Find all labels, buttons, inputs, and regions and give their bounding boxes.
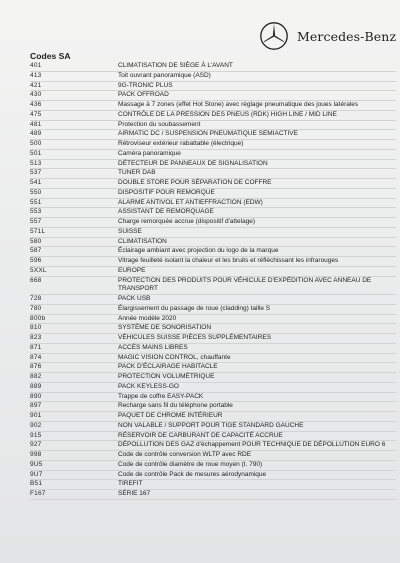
table-row xyxy=(30,189,396,199)
table-row xyxy=(30,228,396,238)
table-row xyxy=(30,160,396,170)
option-code: 596 xyxy=(30,257,42,264)
table-row xyxy=(30,121,396,131)
section-title: Codes SA xyxy=(30,51,71,61)
option-description: Recharge sans fil du téléphone portable xyxy=(118,402,233,410)
option-code: 874 xyxy=(30,353,42,361)
table-row xyxy=(30,257,396,267)
table-row xyxy=(30,169,396,179)
table-row xyxy=(30,471,396,481)
table-row xyxy=(30,295,396,305)
table-row xyxy=(30,344,396,354)
option-description: MAGIC VISION CONTROL, chauffante xyxy=(118,353,231,361)
table-row xyxy=(30,267,396,277)
table-row xyxy=(30,82,396,92)
table-row xyxy=(30,441,396,451)
option-description: CLIMATISATION DE SIÈGE À L'AVANT xyxy=(118,62,233,69)
option-code: 780 xyxy=(30,304,42,312)
option-code: 876 xyxy=(30,363,42,371)
option-code: 871 xyxy=(30,343,42,351)
option-code: 550 xyxy=(30,188,42,196)
option-description: SÉRIE 167 xyxy=(118,490,151,497)
table-row xyxy=(30,451,396,461)
option-code: 541 xyxy=(30,179,42,186)
option-code: 537 xyxy=(30,169,42,177)
option-code: 823 xyxy=(30,334,42,341)
brand-logo xyxy=(259,21,396,51)
option-description: PACK D'ÉCLAIRAGE HABITACLE xyxy=(118,363,218,371)
option-description: VÉHICULES SUISSE PIÈCES SUPPLÉMENTAIRES xyxy=(118,334,272,341)
table-row xyxy=(30,72,396,82)
option-description: CONTRÔLE DE LA PRESSION DES PNEUS (RDK) HIGH LINE / MID LINE xyxy=(118,110,337,118)
option-description: RÉSERVOIR DE CARBURANT DE CAPACITÉ ACCRUE xyxy=(118,431,283,439)
option-description: Code de contrôle diamètre de roue moyen (t. 790) xyxy=(118,460,263,468)
option-code: 902 xyxy=(30,421,42,429)
option-code: 9U5 xyxy=(30,460,43,468)
option-code: 998 xyxy=(30,451,42,458)
option-code: 901 xyxy=(30,412,42,419)
option-description: EUROPE xyxy=(118,266,146,274)
option-code: 810 xyxy=(30,324,42,332)
table-row xyxy=(30,363,396,373)
option-code: 557 xyxy=(30,218,42,225)
option-description: Vitrage feuilleté isolant la chaleur et les bruits et réfléchissant les infrarouges xyxy=(118,257,339,264)
option-description: PAQUET DE CHROME INTÉRIEUR xyxy=(118,412,223,419)
option-description: Année modèle 2020 xyxy=(118,314,177,322)
option-description: TUNER DAB xyxy=(118,169,156,177)
option-description: Caméra panoramique xyxy=(118,149,181,157)
table-row xyxy=(30,91,396,101)
option-code: 571L xyxy=(30,227,46,235)
table-row xyxy=(30,208,396,218)
option-code: 421 xyxy=(30,81,42,89)
option-code: 897 xyxy=(30,402,42,410)
table-row xyxy=(30,334,396,344)
option-description: ACCÈS MAINS LIBRES xyxy=(118,343,188,351)
option-description: Trappe de coffre EASY-PACK xyxy=(118,392,204,400)
option-description: 9G-TRONIC PLUS xyxy=(118,81,173,89)
option-code: 9U7 xyxy=(30,470,43,478)
table-row xyxy=(30,130,396,140)
option-description: NON VALABLE / SUPPORT POUR TIGE STANDARD GAUCHE xyxy=(118,421,304,429)
table-row xyxy=(30,480,396,490)
option-code: 890 xyxy=(30,392,42,400)
option-code: 882 xyxy=(30,373,42,380)
option-code: 501 xyxy=(30,149,42,157)
option-description: AIRMATIC DC / SUSPENSION PNEUMATIQUE SEMIACTIVE xyxy=(118,130,298,138)
option-description: PACK OFFROAD xyxy=(118,91,169,99)
table-row xyxy=(30,111,396,121)
option-description: DOUBLE STORE POUR SÉPARATION DE COFFRE xyxy=(118,179,272,186)
table-row xyxy=(30,402,396,412)
mercedes-star-icon xyxy=(259,21,289,51)
table-row xyxy=(30,422,396,432)
option-code: F167 xyxy=(30,490,46,497)
option-description: SUISSE xyxy=(118,227,142,235)
option-code: 413 xyxy=(30,71,42,79)
table-row xyxy=(30,62,396,72)
option-code: 889 xyxy=(30,382,42,390)
option-description: Protection du soubassement xyxy=(118,120,201,128)
table-row xyxy=(30,277,396,296)
option-description: DÉTECTEUR DE PANNEAUX DE SIGNALISATION xyxy=(118,159,268,167)
table-row xyxy=(30,179,396,189)
option-description: Élargissement du passage de roue (cladding) taille S xyxy=(118,304,271,312)
option-description: DÉPOLLUTION DES GAZ d'échappement POUR TECHNIQUE DE DÉPOLLUTION EURO 6 xyxy=(118,441,386,449)
option-description: PACK KEYLESS-GO xyxy=(118,382,179,390)
option-description: PACK USB xyxy=(118,295,151,302)
option-code: 489 xyxy=(30,130,42,138)
option-code: 401 xyxy=(30,62,42,69)
option-description: PROTECTION VOLUMÉTRIQUE xyxy=(118,373,215,380)
option-code: 580 xyxy=(30,237,42,245)
table-row xyxy=(30,218,396,228)
codes-table xyxy=(30,62,396,500)
table-row xyxy=(30,432,396,442)
table-row xyxy=(30,247,396,257)
table-row xyxy=(30,305,396,315)
option-code: 430 xyxy=(30,91,42,99)
table-row xyxy=(30,354,396,364)
option-description: PROTECTION DES PRODUITS POUR VÉHICULE D'EXPÉDITION AVEC ANNEAU DE TRANSPORT xyxy=(118,276,372,293)
option-code: 500 xyxy=(30,140,42,147)
table-row xyxy=(30,383,396,393)
option-description: Éclairage ambiant avec projection du logo de la marque xyxy=(118,247,279,255)
table-row xyxy=(30,461,396,471)
option-description: TIREFIT xyxy=(118,480,143,488)
table-row xyxy=(30,315,396,325)
option-code: 668 xyxy=(30,276,42,284)
table-row xyxy=(30,490,396,500)
option-description: Charge remorquée accrue (dispositif d'attelage) xyxy=(118,218,256,225)
table-row xyxy=(30,324,396,334)
table-row xyxy=(30,101,396,111)
option-code: 551 xyxy=(30,198,42,206)
option-description: SYSTÈME DE SONORISATION xyxy=(118,324,212,332)
option-code: 5XXL xyxy=(30,266,47,274)
table-row xyxy=(30,140,396,150)
option-code: 513 xyxy=(30,159,42,167)
option-description: Toit ouvrant panoramique (ASD) xyxy=(118,71,211,79)
option-description: DISPOSITIF POUR REMORQUE xyxy=(118,188,215,196)
option-code: 475 xyxy=(30,110,42,118)
table-row xyxy=(30,393,396,403)
brand-name: Mercedes-Benz xyxy=(297,28,397,44)
table-row xyxy=(30,238,396,248)
table-row xyxy=(30,412,396,422)
table-row xyxy=(30,150,396,160)
option-code: 553 xyxy=(30,208,42,216)
option-description: Massage à 7 zones (effet Hot Stone) avec réglage pneumatique des joues latérales xyxy=(118,101,359,108)
option-code: 800b xyxy=(30,314,46,322)
option-code: 915 xyxy=(30,431,42,439)
option-description: ALARME ANTIVOL ET ANTIEFFRACTION (EDW) xyxy=(118,198,263,206)
option-code: 436 xyxy=(30,101,42,108)
table-row xyxy=(30,373,396,383)
option-code: 587 xyxy=(30,247,42,255)
table-row xyxy=(30,199,396,209)
option-description: ASSISTANT DE REMORQUAGE xyxy=(118,208,214,216)
option-description: Rétroviseur extérieur rabattable (électrique) xyxy=(118,140,244,147)
option-code: B51 xyxy=(30,480,43,488)
option-description: Code de contrôle conversion WLTP avec RDE xyxy=(118,451,252,458)
option-description: CLIMATISATION xyxy=(118,237,167,245)
option-code: 728 xyxy=(30,295,42,302)
option-description: Code de contrôle Pack de mesures aérodynamique xyxy=(118,470,267,478)
option-code: 481 xyxy=(30,120,42,128)
option-code: 927 xyxy=(30,441,42,449)
